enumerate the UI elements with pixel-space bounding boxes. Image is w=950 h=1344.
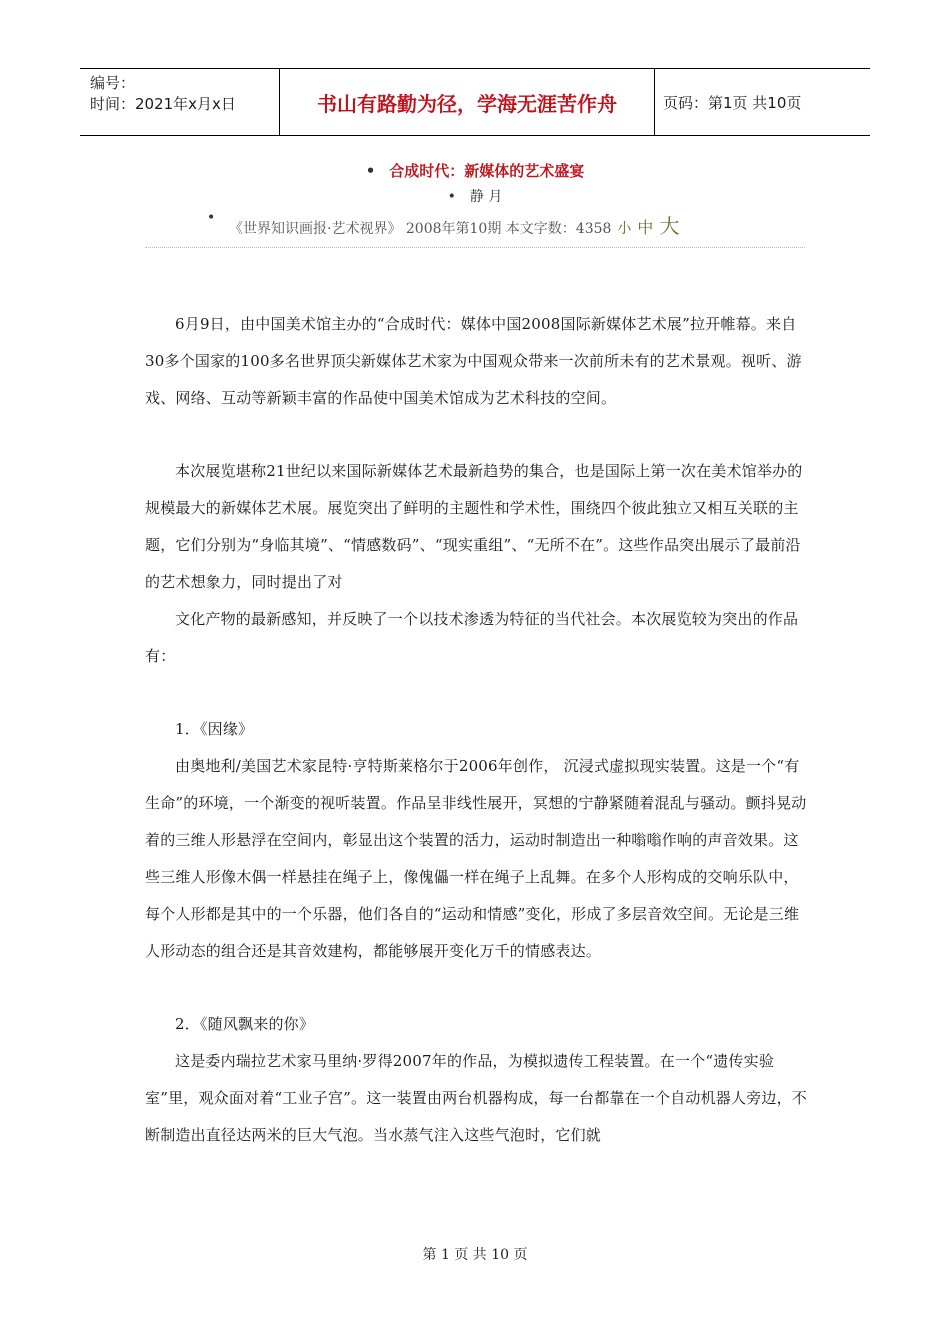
paragraph: 由奥地利/美国艺术家昆特·亨特斯莱格尔于2006年创作， 沉浸式虚拟现实装置。这是一个“有生命”的环境，一个渐变的视听装置。作品呈非线性展开，冥想的宁静紧随着混乱与骚动。颤抖晃动着的三维人形悬浮在空间内，彰显出这个装置的活力，运动时制造出一种嗡嗡作响的声音效果。这些三维人形像木偶一样悬挂在绳子上，像傀儡一样在绳子上乱舞。在多个人形构成的交响乐队中，每个人形都是其中的一个乐器，他们各自的“运动和情感”变化，形成了多层音效空间。无论是三维人形动态的组合还是其音效建构，都能够展开变化万千的情感表达。 [145, 757, 807, 960]
page-footer: 第 1 页 共 10 页 [422, 1247, 528, 1263]
section-heading: 2．《随风飘来的你》 [175, 1015, 315, 1033]
paragraph: 本次展览堪称21世纪以来国际新媒体艺术最新趋势的集合，也是国际上第一次在美术馆举办的规模最大的新媒体艺术展。展览突出了鲜明的主题性和学术性，围绕四个彼此独立又相互关联的主题，它们分别为“身临其境”、“情感数码”、“现实重组”、“无所不在”。这些作品突出展示了最前沿的艺术想象力，同时提出了对 [145, 462, 803, 591]
time-label: 时间：2021年x月x日 [90, 95, 236, 113]
article-title: 合成时代：新媒体的艺术盛宴 [389, 162, 585, 180]
article-title-row [0, 160, 950, 181]
font-size-medium-link[interactable]: 中 [637, 218, 654, 237]
header-table [80, 68, 870, 136]
bullet-icon: • [365, 162, 376, 180]
paragraph: 文化产物的最新感知，并反映了一个以技术渗透为特征的当代社会。本次展览较为突出的作品有： [145, 610, 799, 665]
bullet-icon: • [207, 210, 216, 226]
bullet-icon: • [447, 189, 456, 205]
paragraph: 6月9日，由中国美术馆主办的“合成时代：媒体中国2008国际新媒体艺术展”拉开帷幕。来自30多个国家的100多名世界顶尖新媒体艺术家为中国观众带来一次前所未有的艺术景观。视听、游戏、网络、互动等新颖丰富的作品使中国美术馆成为艺术科技的空间。 [145, 315, 802, 407]
page-info: 页码：第1页 共10页 [663, 93, 802, 112]
number-label: 编号： [90, 74, 136, 92]
author-row [0, 186, 950, 206]
motto: 书山有路勤为径，学海无涯苦作舟 [280, 69, 655, 135]
paragraph: 这是委内瑞拉艺术家马里纳·罗得2007年的作品，为模拟遗传工程装置。在一个“遗传实验室”里，观众面对着“工业子宫”。这一装置由两台机器构成，每一台都靠在一个自动机器人旁边，不断制造出直径达两米的巨大气泡。当水蒸气注入这些气泡时，它们就 [145, 1052, 808, 1144]
article-source: 《世界知识画报·艺术视界》 2008年第10期 本文字数：4358 [229, 221, 612, 237]
article-author: 静 月 [469, 189, 503, 205]
article-body [145, 306, 807, 1154]
source-row [145, 210, 805, 248]
header-meta-cell [80, 69, 280, 135]
font-size-large-link[interactable]: 大 [659, 214, 680, 238]
section-heading: 1．《因缘》 [175, 720, 254, 738]
font-size-small-link[interactable]: 小 [617, 221, 632, 237]
